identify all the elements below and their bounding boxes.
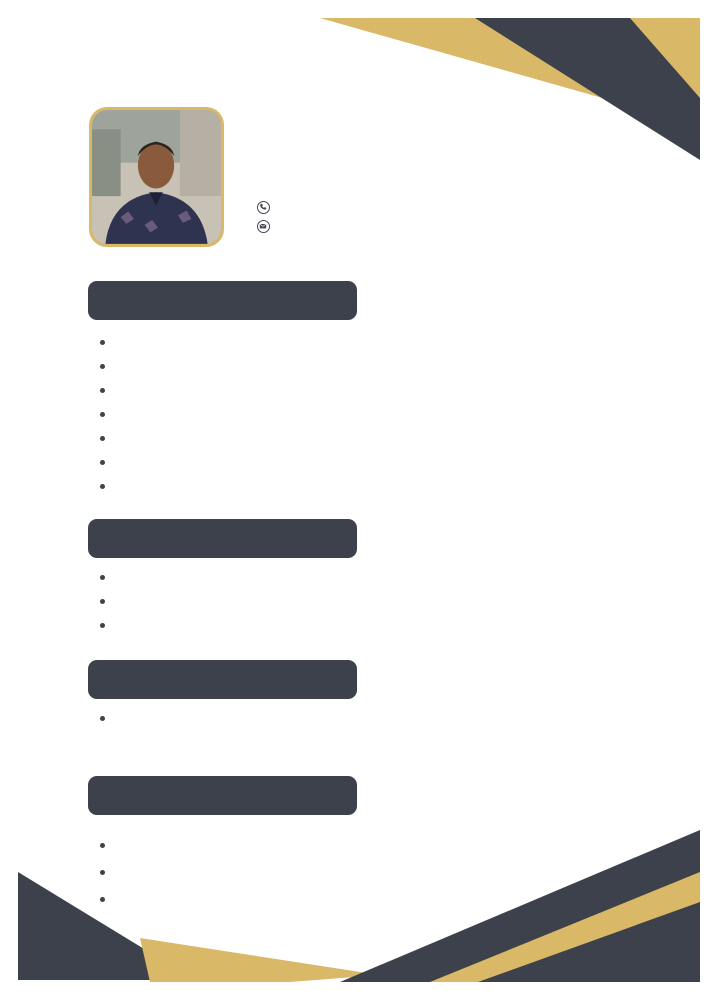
- list-item: [98, 860, 117, 887]
- experience-list: [98, 833, 117, 914]
- section-header-experience: [88, 776, 357, 815]
- section-header-domicile: [88, 660, 357, 699]
- profile-photo: [89, 107, 224, 247]
- list-item: [98, 589, 117, 613]
- section-header-education: [88, 519, 357, 558]
- email-icon: [257, 220, 270, 233]
- person-portrait-image: [92, 110, 221, 244]
- list-item: [98, 354, 322, 378]
- bottom-gold-stripe: [140, 938, 380, 982]
- phone-icon: [257, 201, 270, 214]
- list-item: [98, 378, 322, 402]
- list-item: [98, 474, 322, 498]
- personal-data-list: [98, 330, 322, 498]
- email-row: [257, 220, 274, 233]
- list-item: [98, 330, 322, 354]
- section-header-personal-data: [88, 281, 357, 320]
- list-item: [98, 833, 117, 860]
- list-item: [98, 887, 117, 914]
- phone-row: [257, 201, 274, 214]
- education-list: [98, 565, 117, 637]
- list-item: [98, 450, 322, 474]
- list-item: [98, 613, 117, 637]
- list-item: [98, 426, 322, 450]
- list-item: [98, 565, 117, 589]
- list-item: [98, 402, 322, 426]
